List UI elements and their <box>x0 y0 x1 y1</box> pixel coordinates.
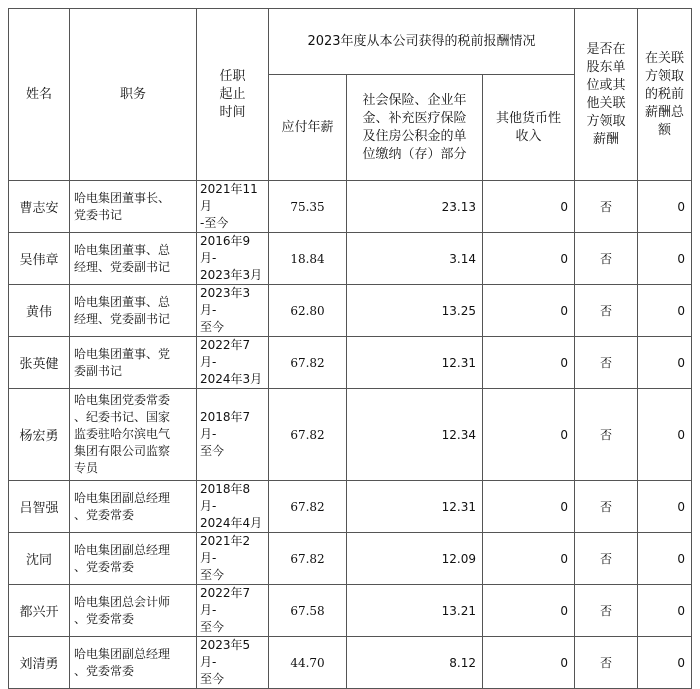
header-shareholder-line: 股东单 <box>586 59 626 75</box>
cell-shareholder: 否 <box>575 181 638 233</box>
cell-term-line: 2023年3月- <box>200 286 251 317</box>
cell-related: 0 <box>638 181 692 233</box>
cell-related: 0 <box>638 233 692 285</box>
cell-related: 0 <box>638 585 692 637</box>
table-row <box>9 285 692 337</box>
cell-term-line: 2022年7月- <box>200 586 251 617</box>
cell-salary: 67.82 <box>269 337 347 389</box>
cell-position <box>70 181 197 233</box>
header-salary: 应付年薪 <box>269 75 347 181</box>
cell-name: 吕智强 <box>9 481 70 533</box>
cell-salary: 18.84 <box>269 233 347 285</box>
cell-position-line: 哈电集团董事、总 <box>74 294 171 309</box>
cell-position <box>70 533 197 585</box>
header-term-line: 起止 <box>219 86 246 102</box>
cell-position <box>70 285 197 337</box>
cell-position-line: 、党委常委 <box>74 507 135 522</box>
header-shareholder-line: 方领取 <box>586 113 626 129</box>
cell-position-line: 、纪委书记、国家 <box>74 410 171 424</box>
header-position: 职务 <box>70 9 197 181</box>
cell-name: 沈同 <box>9 533 70 585</box>
header-shareholder <box>575 9 638 181</box>
cell-other: 0 <box>483 285 575 337</box>
cell-name: 杨宏勇 <box>9 389 70 481</box>
cell-term <box>197 337 269 389</box>
cell-position-line: 经理、党委副书记 <box>74 259 171 274</box>
table-row <box>9 233 692 285</box>
cell-term-line: 至今 <box>200 444 225 458</box>
cell-salary: 75.35 <box>269 181 347 233</box>
cell-position <box>70 337 197 389</box>
cell-shareholder: 否 <box>575 337 638 389</box>
header-group-title: 2023年度从本公司获得的税前报酬情况 <box>269 9 575 75</box>
cell-related: 0 <box>638 481 692 533</box>
header-term-line: 任职 <box>219 68 246 84</box>
header-related-line: 额 <box>658 122 672 138</box>
cell-other: 0 <box>483 389 575 481</box>
cell-salary: 67.82 <box>269 389 347 481</box>
table-row <box>9 585 692 637</box>
cell-social: 3.14 <box>347 233 483 285</box>
cell-term-line: 至今 <box>200 620 225 634</box>
cell-position <box>70 637 197 689</box>
cell-related: 0 <box>638 337 692 389</box>
cell-term-line: 2021年11月 <box>200 182 258 213</box>
cell-position-line: 哈电集团副总经理 <box>74 490 171 505</box>
cell-other: 0 <box>483 481 575 533</box>
cell-position-line: 哈电集团总会计师 <box>74 594 171 609</box>
cell-shareholder: 否 <box>575 637 638 689</box>
table-row <box>9 637 692 689</box>
cell-term-line: 2021年2月- <box>200 534 251 565</box>
cell-term <box>197 285 269 337</box>
header-shareholder-line: 他关联 <box>586 95 626 111</box>
cell-term <box>197 233 269 285</box>
cell-position-line: 、党委常委 <box>74 663 135 678</box>
cell-position-line: 专员 <box>74 461 99 475</box>
cell-position-line: 、党委常委 <box>74 611 135 626</box>
compensation-table <box>8 8 692 689</box>
header-related <box>638 9 692 181</box>
cell-other: 0 <box>483 337 575 389</box>
cell-term-line: 2024年3月 <box>200 372 263 386</box>
cell-position <box>70 233 197 285</box>
cell-name: 刘清勇 <box>9 637 70 689</box>
cell-shareholder: 否 <box>575 285 638 337</box>
header-shareholder-line: 位或其 <box>586 77 626 93</box>
cell-name: 张英健 <box>9 337 70 389</box>
cell-other: 0 <box>483 533 575 585</box>
table-row <box>9 337 692 389</box>
cell-term <box>197 389 269 481</box>
cell-term-line: 至今 <box>200 672 225 686</box>
header-shareholder-line: 薪酬 <box>593 131 620 147</box>
table-row <box>9 181 692 233</box>
cell-term <box>197 481 269 533</box>
cell-related: 0 <box>638 533 692 585</box>
cell-term <box>197 637 269 689</box>
header-other-line: 其他货币性 <box>496 110 562 126</box>
header-social-line: 位缴纳（存）部分 <box>362 146 467 162</box>
cell-position-line: 哈电集团董事、党 <box>74 346 171 361</box>
cell-salary: 62.80 <box>269 285 347 337</box>
header-shareholder-line: 是否在 <box>586 41 626 57</box>
cell-salary: 44.70 <box>269 637 347 689</box>
header-name: 姓名 <box>9 9 70 181</box>
cell-shareholder: 否 <box>575 585 638 637</box>
cell-term-line: 2024年4月 <box>200 516 263 530</box>
cell-position-line: 哈电集团副总经理 <box>74 646 171 661</box>
cell-social: 13.21 <box>347 585 483 637</box>
header-social-line: 社会保险、企业年 <box>362 92 467 108</box>
cell-salary: 67.82 <box>269 481 347 533</box>
cell-shareholder: 否 <box>575 533 638 585</box>
cell-shareholder: 否 <box>575 233 638 285</box>
table-row <box>9 533 692 585</box>
cell-social: 12.34 <box>347 389 483 481</box>
cell-salary: 67.58 <box>269 585 347 637</box>
cell-position-line: 哈电集团董事、总 <box>74 242 171 257</box>
cell-position <box>70 585 197 637</box>
cell-name: 黄伟 <box>9 285 70 337</box>
cell-social: 12.09 <box>347 533 483 585</box>
header-related-line: 的税前 <box>645 86 685 102</box>
cell-name: 都兴开 <box>9 585 70 637</box>
cell-name: 曹志安 <box>9 181 70 233</box>
cell-salary: 67.82 <box>269 533 347 585</box>
table-row <box>9 481 692 533</box>
header-other <box>483 75 575 181</box>
cell-other: 0 <box>483 181 575 233</box>
cell-social: 12.31 <box>347 481 483 533</box>
header-term <box>197 9 269 181</box>
cell-position <box>70 481 197 533</box>
cell-other: 0 <box>483 233 575 285</box>
header-social-line: 金、补充医疗保险 <box>362 110 467 126</box>
cell-term-line: 2023年5月- <box>200 638 251 669</box>
cell-shareholder: 否 <box>575 389 638 481</box>
cell-position-line: 、党委常委 <box>74 559 135 574</box>
compensation-table-wrapper <box>8 8 692 689</box>
cell-term-line: 2018年8月- <box>200 482 251 513</box>
header-term-line: 时间 <box>219 104 246 120</box>
cell-term-line: -至今 <box>200 216 229 230</box>
cell-position-line: 经理、党委副书记 <box>74 311 171 326</box>
cell-term-line: 至今 <box>200 320 225 334</box>
cell-term-line: 2022年7月- <box>200 338 251 369</box>
cell-position-line: 哈电集团副总经理 <box>74 542 171 557</box>
cell-shareholder: 否 <box>575 481 638 533</box>
table-row <box>9 389 692 481</box>
cell-term-line: 2018年7月- <box>200 410 251 441</box>
header-related-line: 在关联 <box>645 50 685 66</box>
cell-position-line: 委副书记 <box>74 363 123 378</box>
cell-other: 0 <box>483 637 575 689</box>
cell-position-line: 集团有限公司监察 <box>74 444 171 458</box>
cell-position-line: 哈电集团党委常委 <box>74 393 171 407</box>
header-related-line: 方领取 <box>645 68 685 84</box>
cell-term <box>197 585 269 637</box>
cell-term-line: 2016年9月- <box>200 234 251 265</box>
cell-social: 12.31 <box>347 337 483 389</box>
cell-term-line: 至今 <box>200 568 225 582</box>
cell-name: 吴伟章 <box>9 233 70 285</box>
cell-position-line: 监委驻哈尔滨电气 <box>74 427 171 441</box>
cell-related: 0 <box>638 389 692 481</box>
cell-related: 0 <box>638 637 692 689</box>
header-social <box>347 75 483 181</box>
cell-term <box>197 533 269 585</box>
cell-term-line: 2023年3月 <box>200 268 263 282</box>
cell-position-line: 哈电集团董事长、 <box>74 190 171 205</box>
cell-social: 8.12 <box>347 637 483 689</box>
cell-other: 0 <box>483 585 575 637</box>
cell-social: 13.25 <box>347 285 483 337</box>
cell-position-line: 党委书记 <box>74 207 123 222</box>
header-related-line: 薪酬总 <box>645 104 685 120</box>
header-social-line: 及住房公积金的单 <box>362 128 467 144</box>
header-other-line: 收入 <box>515 128 542 144</box>
cell-position <box>70 389 197 481</box>
cell-related: 0 <box>638 285 692 337</box>
cell-social: 23.13 <box>347 181 483 233</box>
cell-term <box>197 181 269 233</box>
